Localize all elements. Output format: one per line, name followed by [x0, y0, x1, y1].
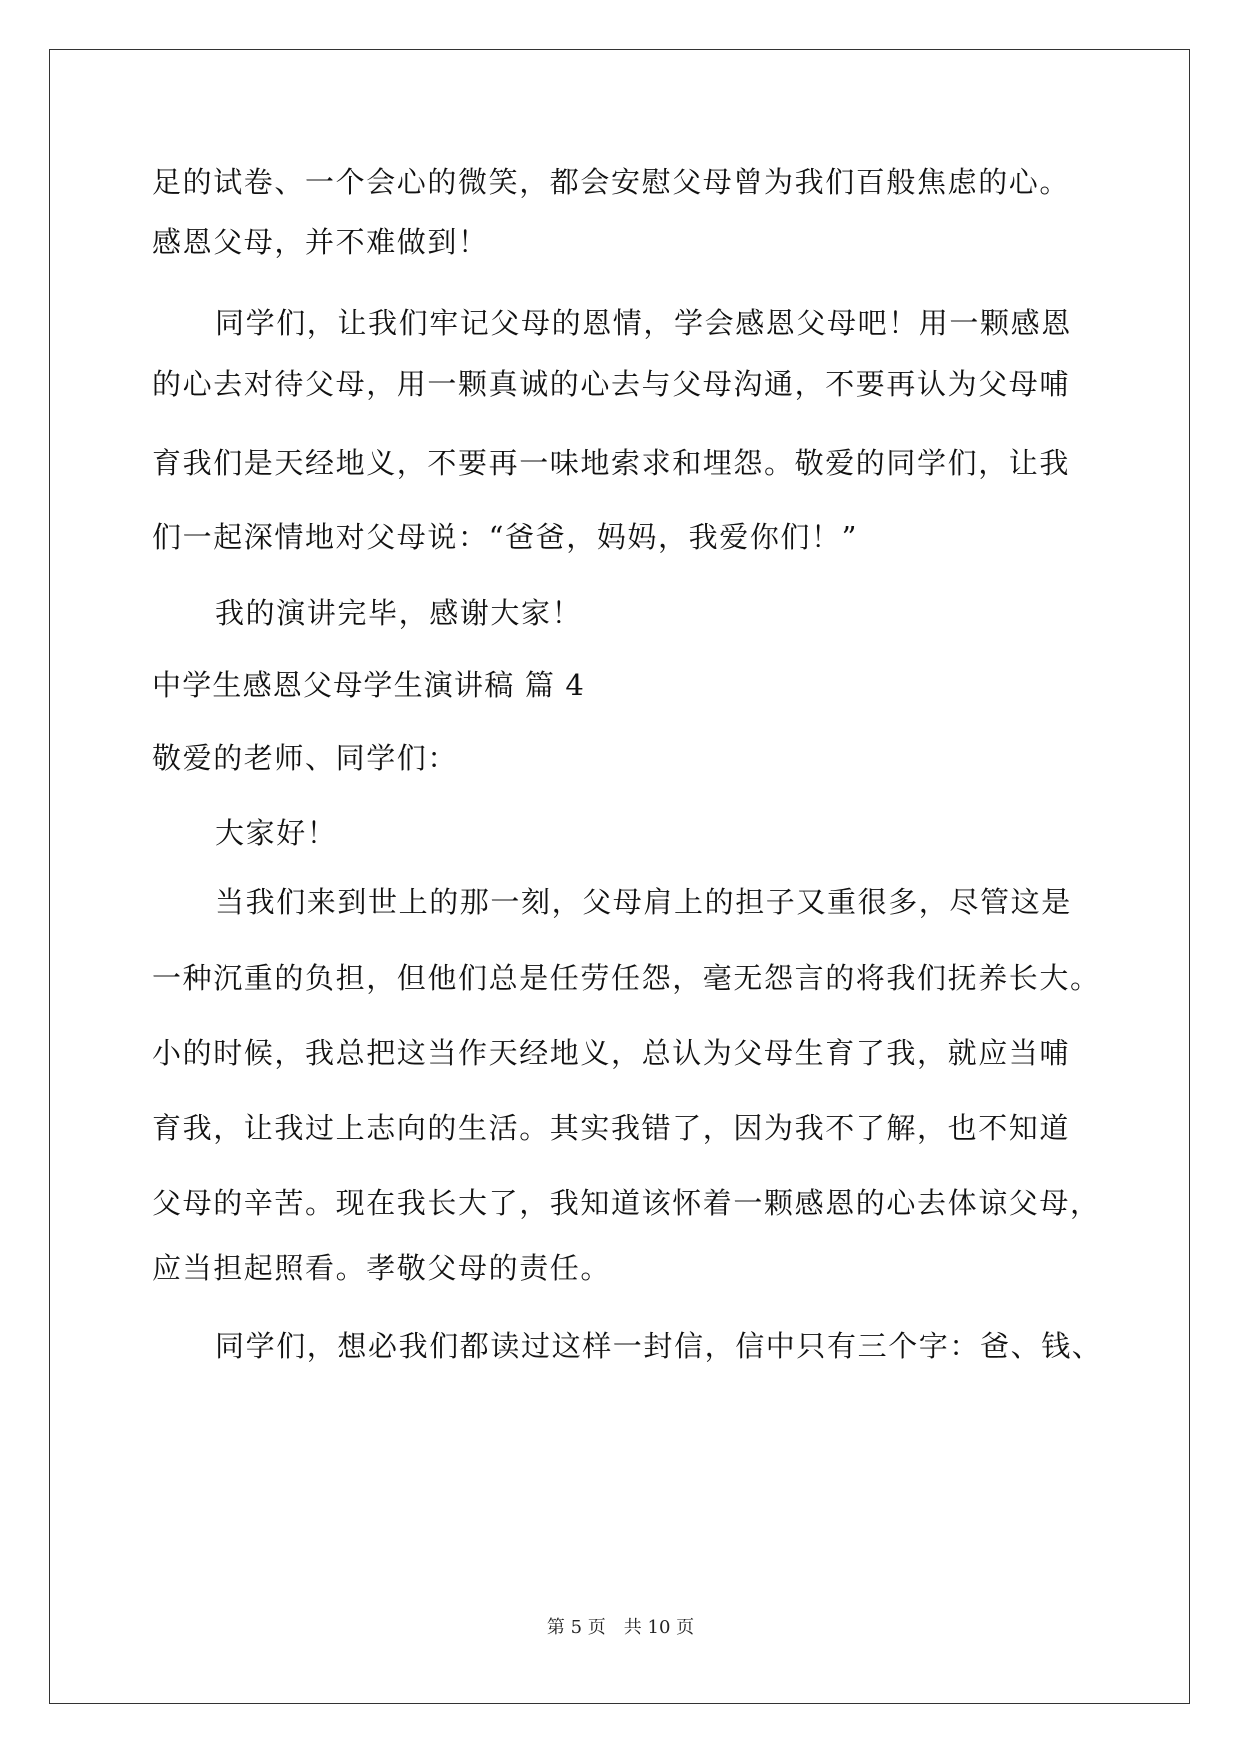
page-number: 第 5 页: [546, 1617, 606, 1638]
body-line: 的心去对待父母，用一颗真诚的心去与父母沟通，不要再认为父母哺: [152, 367, 1071, 401]
page-border: [49, 49, 1190, 1704]
body-line: 一种沉重的负担，但他们总是任劳任怨，毫无怨言的将我们抚养长大。: [152, 961, 1101, 995]
body-line: 父母的辛苦。现在我长大了，我知道该怀着一颗感恩的心去体谅父母，: [152, 1186, 1101, 1220]
body-line: 感恩父母，并不难做到！: [152, 225, 489, 259]
page-total: 共 10 页: [623, 1617, 695, 1638]
body-line: 育我，让我过上志向的生活。其实我错了，因为我不了解，也不知道: [152, 1111, 1071, 1145]
page-footer: [0, 1616, 1241, 1640]
body-line: 足的试卷、一个会心的微笑，都会安慰父母曾为我们百般焦虑的心。: [152, 165, 1071, 199]
paragraph-start-line: 同学们，让我们牢记父母的恩情，学会感恩父母吧！用一颗感恩: [215, 306, 1072, 340]
section-heading: 中学生感恩父母学生演讲稿 篇 4: [152, 668, 586, 702]
greeting: 大家好！: [215, 816, 338, 850]
paragraph-start-line: 我的演讲完毕，感谢大家！: [215, 596, 583, 630]
body-line: 小的时候，我总把这当作天经地义，总认为父母生育了我，就应当哺: [152, 1036, 1071, 1070]
paragraph-start-line: 同学们，想必我们都读过这样一封信，信中只有三个字：爸、钱、: [215, 1329, 1103, 1363]
salutation: 敬爱的老师、同学们：: [152, 741, 459, 775]
body-line: 们一起深情地对父母说：“爸爸，妈妈，我爱你们！”: [152, 520, 859, 554]
body-line: 育我们是天经地义，不要再一味地索求和埋怨。敬爱的同学们，让我: [152, 446, 1071, 480]
body-line: 应当担起照看。孝敬父母的责任。: [152, 1251, 612, 1285]
paragraph-start-line: 当我们来到世上的那一刻，父母肩上的担子又重很多，尽管这是: [215, 885, 1072, 919]
